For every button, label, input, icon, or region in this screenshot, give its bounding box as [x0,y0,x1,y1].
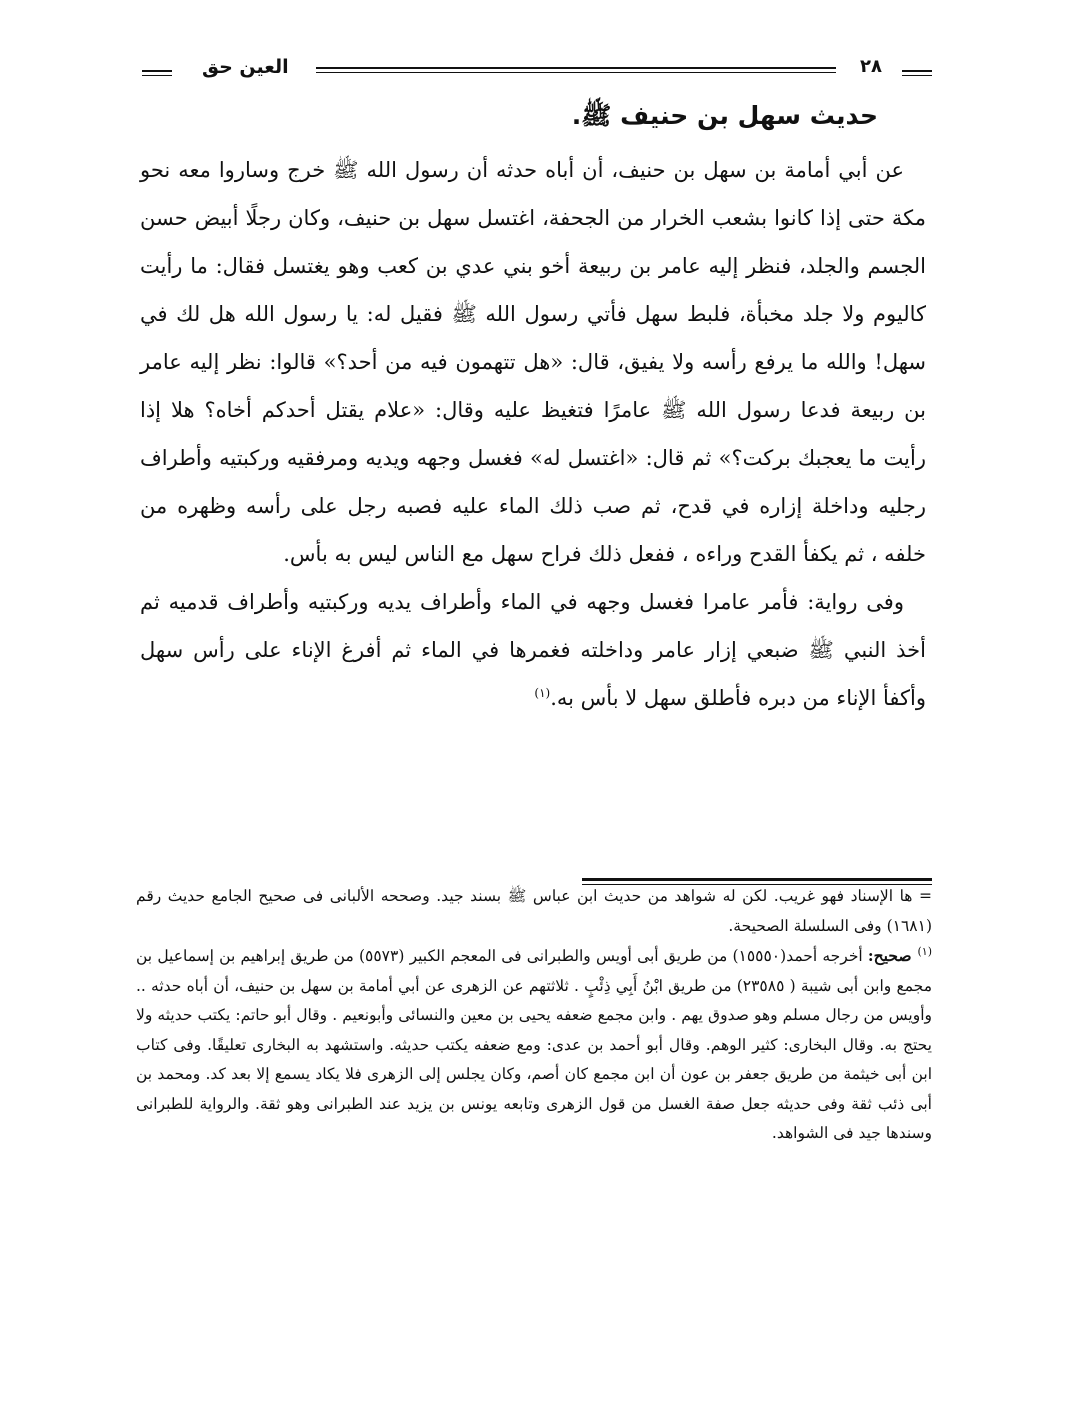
main-text [140,146,926,722]
header-rule-right-thin [902,75,932,76]
header-rule-middle [316,67,836,69]
footnote-1-number: (١) [917,944,933,958]
page-number: ٢٨ [860,56,882,77]
footnote-continuation: = ها الإسناد فهو غريب. لكن له شواهد من حديث ابن عباس ﷺ بسند جيد. وصححه الألبانى فى صحيح الجامع حديث رقم (١٦٨١) وفى السلسلة الصحيحة. [136,887,932,935]
header-rule-left [142,70,172,72]
footnote-separator [582,878,932,881]
paragraph-2 [140,578,926,722]
header-rule-middle-thin [316,72,836,73]
footnote-1 [136,941,932,1149]
footnote-1-label: صحيح: [867,946,912,965]
footnotes [136,882,932,1149]
paragraph-1: عن أبي أمامة بن سهل بن حنيف، أن أباه حدثه أن رسول الله ﷺ خرج وساروا معه نحو مكة حتى إذا كانوا بشعب الخرار من الجحفة، اغتسل سهل بن حنيف، وكان رجلًا أبيض حسن الجسم والجلد، فنظر إليه عامر بن ربيعة أخو بني عدي بن كعب وهو يغتسل فقال: ما رأيت كاليوم ولا جلد مخبأة، فلبط سهل فأتي رسول الله ﷺ فقيل له: يا رسول الله هل لك في سهل! والله ما يرفع رأسه ولا يفيق، قال: «هل تتهمون فيه من أحد؟» قالوا: نظر إليه عامر بن ربيعة فدعا رسول الله ﷺ عامرًا فتغيظ عليه وقال: «علام يقتل أحدكم أخاه؟ هلا إذا رأيت ما يعجبك بركت؟» ثم قال: «اغتسل له» فغسل وجهه ويديه ومرفقيه وركبتيه وأطراف رجليه وداخلة إزاره في قدح، ثم صب ذلك الماء عليه فصبه رجل على رأسه وظهره من خلفه ، ثم يكفأ القدح وراءه ، ففعل ذلك فراح سهل مع الناس ليس به بأس. [140,158,926,566]
header-rule-right [902,70,932,72]
section-heading: حديث سهل بن حنيف ﷺ. [571,101,878,130]
footnote-reference[interactable]: (١) [534,686,551,700]
footnote-1-text: أخرجه أحمد(١٥٥٥٠) من طريق أبى أويس والطبرانى فى المعجم الكبير (٥٥٧٣) من طريق إبراهيم بن إسماعيل بن مجمع وابن أبى شيبة ( ٢٣٥٨٥) من طريق ابْنُ أَبِي ذِئْبٍ . ثلاثتهم عن الزهرى عن أبي أمامة بن سهل بن حنيف، أن أباه حدثه .. وأويس من رجال مسلم وهو صدوق يهم . وابن مجمع ضعفه يحيى بن معين والنسائى وأبونعيم . وقال أبو حاتم: يكتب حديثه ولا يحتج به. وقال البخارى: كثير الوهم. وقال أبو أحمد بن عدى: ومع ضعفه يكتب حديثه. واستشهد به البخارى تعليقًا. وفى كتاب ابن أبى خيثمة من طريق جعفر بن عون أن ابن مجمع كان أصم، وكان يجلس إلى الزهرى فلا يكاد يسمع إلا بعد كد. ومحمد بن أبى ذئب ثقة وفى حديثه جعل صفة الغسل من قول الزهرى وتابعه يونس بن يزيد عند الطبرانى وهو ثقة. والرواية للطبرانى وسندها جيد فى الشواهد. [136,947,932,1142]
header-rule-left-thin [142,75,172,76]
page-header [142,52,934,92]
running-title: العين حق [202,56,289,78]
paragraph-2-text: وفى رواية: فأمر عامرا فغسل وجهه في الماء وأطراف يديه وركبتيه وأطراف قدميه ثم أخذ النبي ﷺ ضبعي إزار عامر وداخلته فغمرها في الماء ثم أفرغ الإناء على رأس سهل وأكفأ الإناء من دبره فأطلق سهل لا بأس به. [140,590,926,710]
